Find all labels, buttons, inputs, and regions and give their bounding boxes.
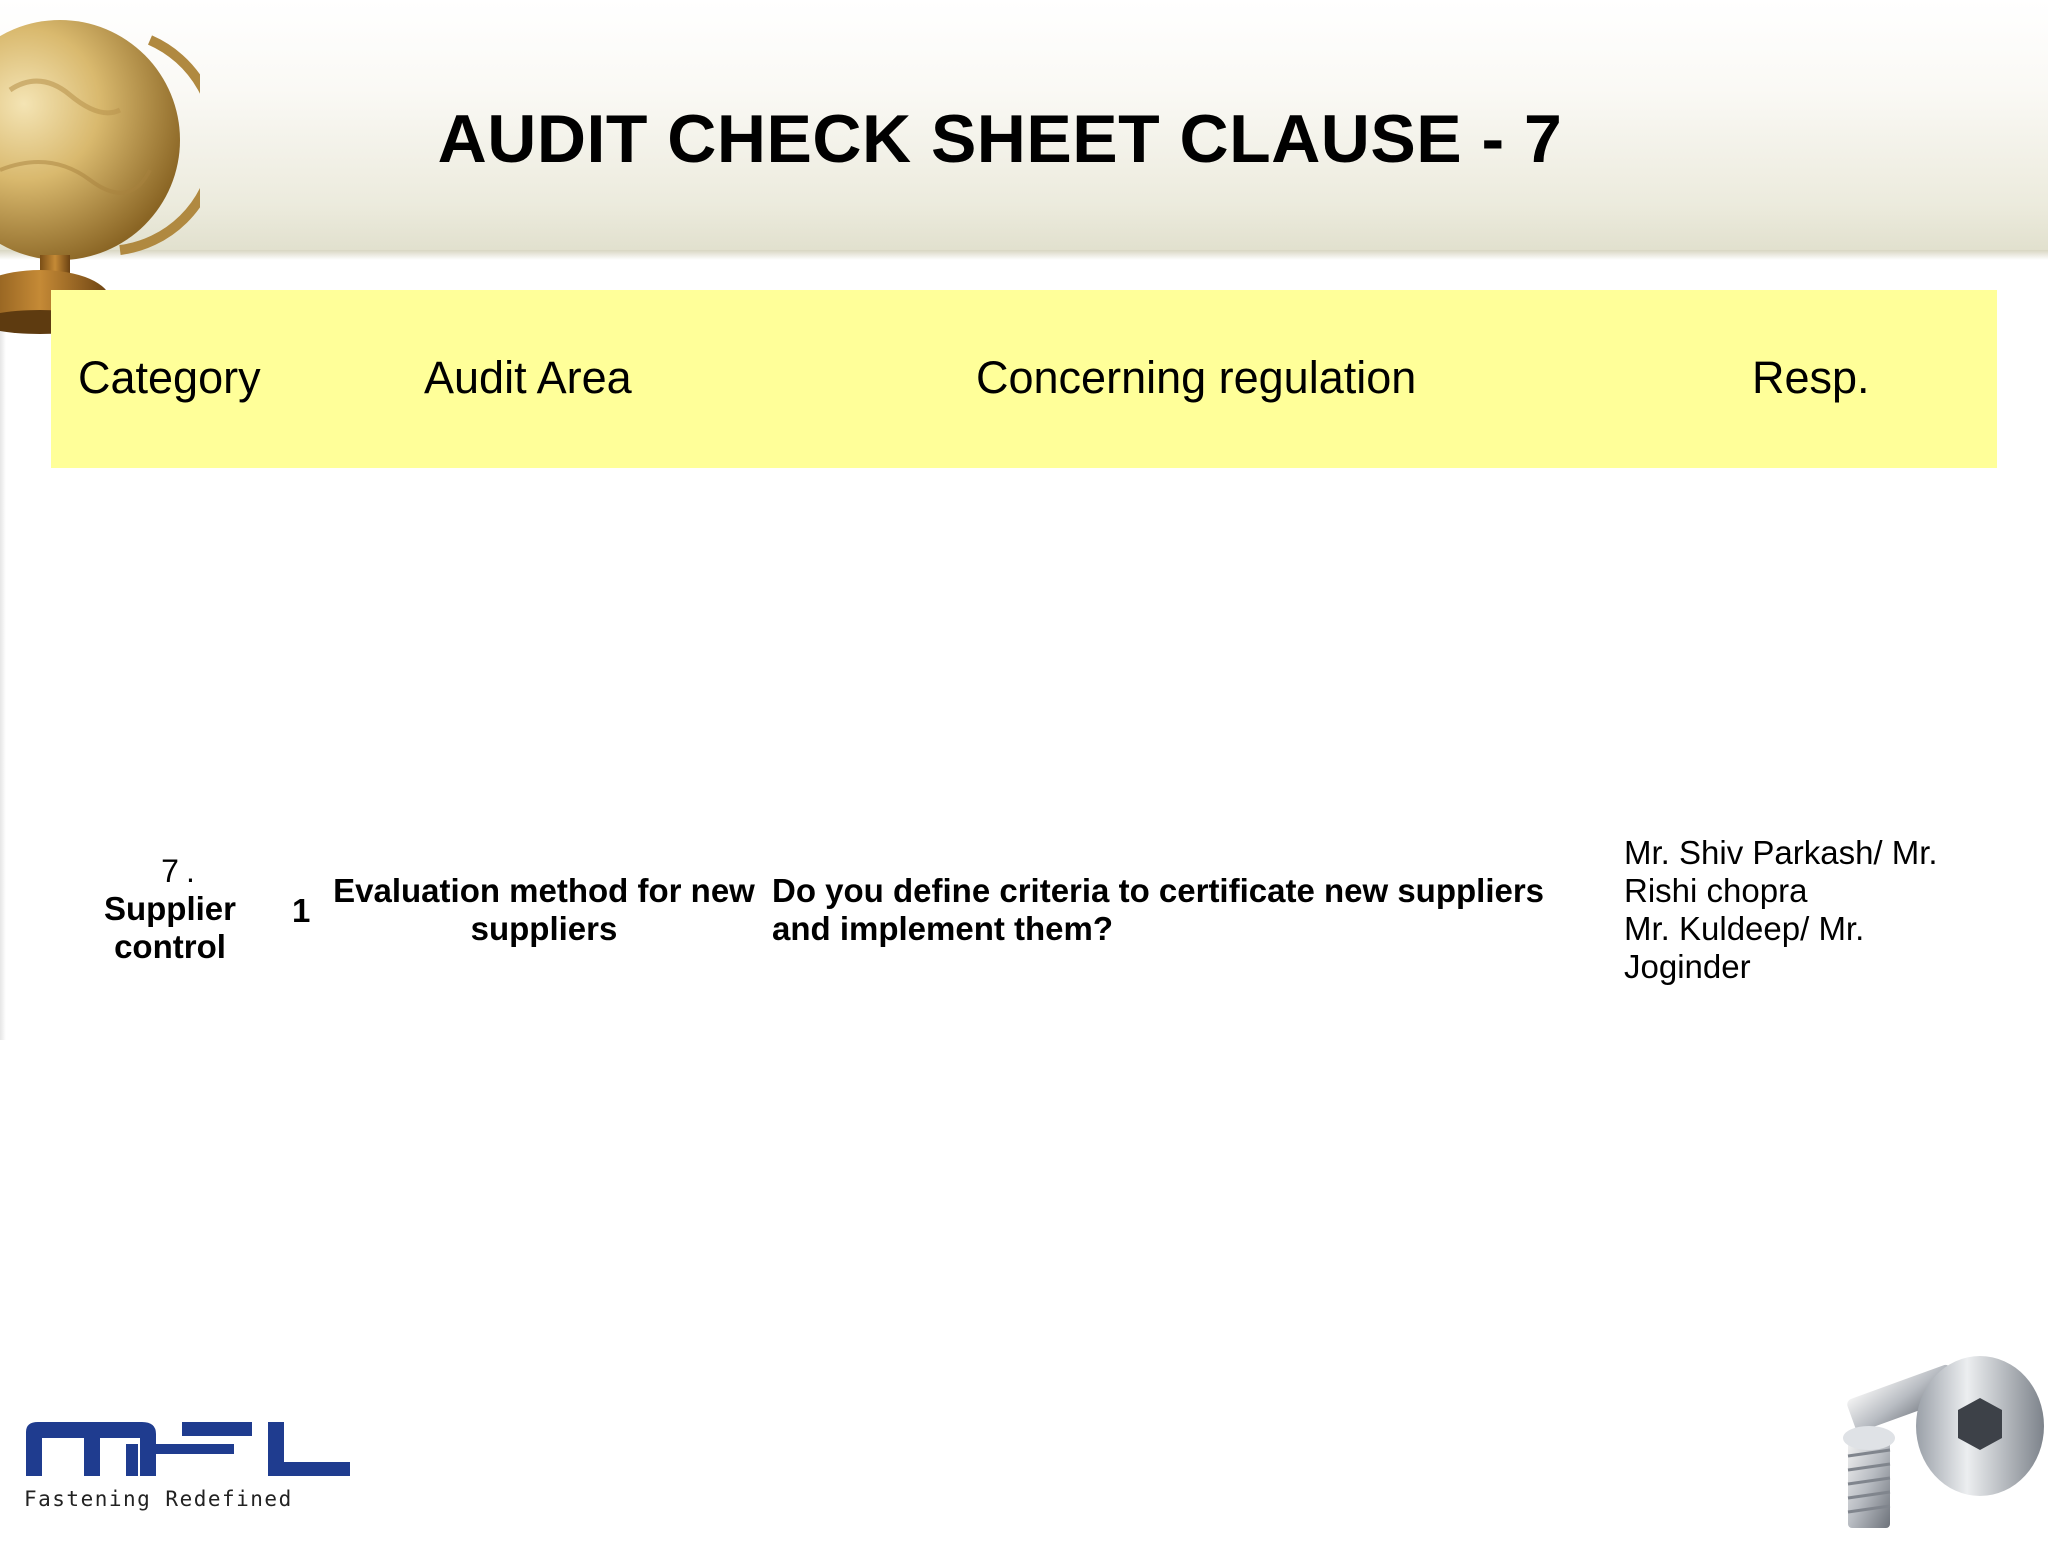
cell-category (90, 852, 250, 966)
category-name: Supplier control (103, 890, 237, 965)
cell-audit-area: Evaluation method for new suppliers (333, 872, 755, 947)
category-number-line (90, 852, 250, 890)
header-divider (0, 250, 2048, 260)
cell-resp (1624, 834, 2004, 986)
resp-line: Mr. Kuldeep/ Mr. (1624, 910, 1865, 947)
column-header-concerning-regulation: Concerning regulation (976, 352, 1417, 403)
category-dot: . (186, 853, 195, 889)
column-header-category: Category (78, 352, 261, 403)
page-title: AUDIT CHECK SHEET CLAUSE - 7 (437, 101, 1563, 177)
category-number: 7 (161, 853, 179, 889)
logo-tagline: Fastening Redefined (24, 1487, 293, 1511)
company-logo (22, 1420, 352, 1520)
bolts-image (1830, 1346, 2048, 1536)
globe-image (0, 0, 200, 340)
resp-line: Mr. Shiv Parkash/ Mr. (1624, 834, 1938, 871)
left-edge-shadow (0, 320, 6, 1040)
cell-item-number: 1 (292, 892, 311, 929)
resp-line: Rishi chopra (1624, 872, 1808, 909)
cell-concerning-regulation: Do you define criteria to certificate new suppliers and implement them? (772, 872, 1545, 947)
column-header-resp: Resp. (1752, 352, 1870, 403)
column-header-audit-area: Audit Area (424, 352, 632, 403)
resp-line: Joginder (1624, 948, 1751, 985)
